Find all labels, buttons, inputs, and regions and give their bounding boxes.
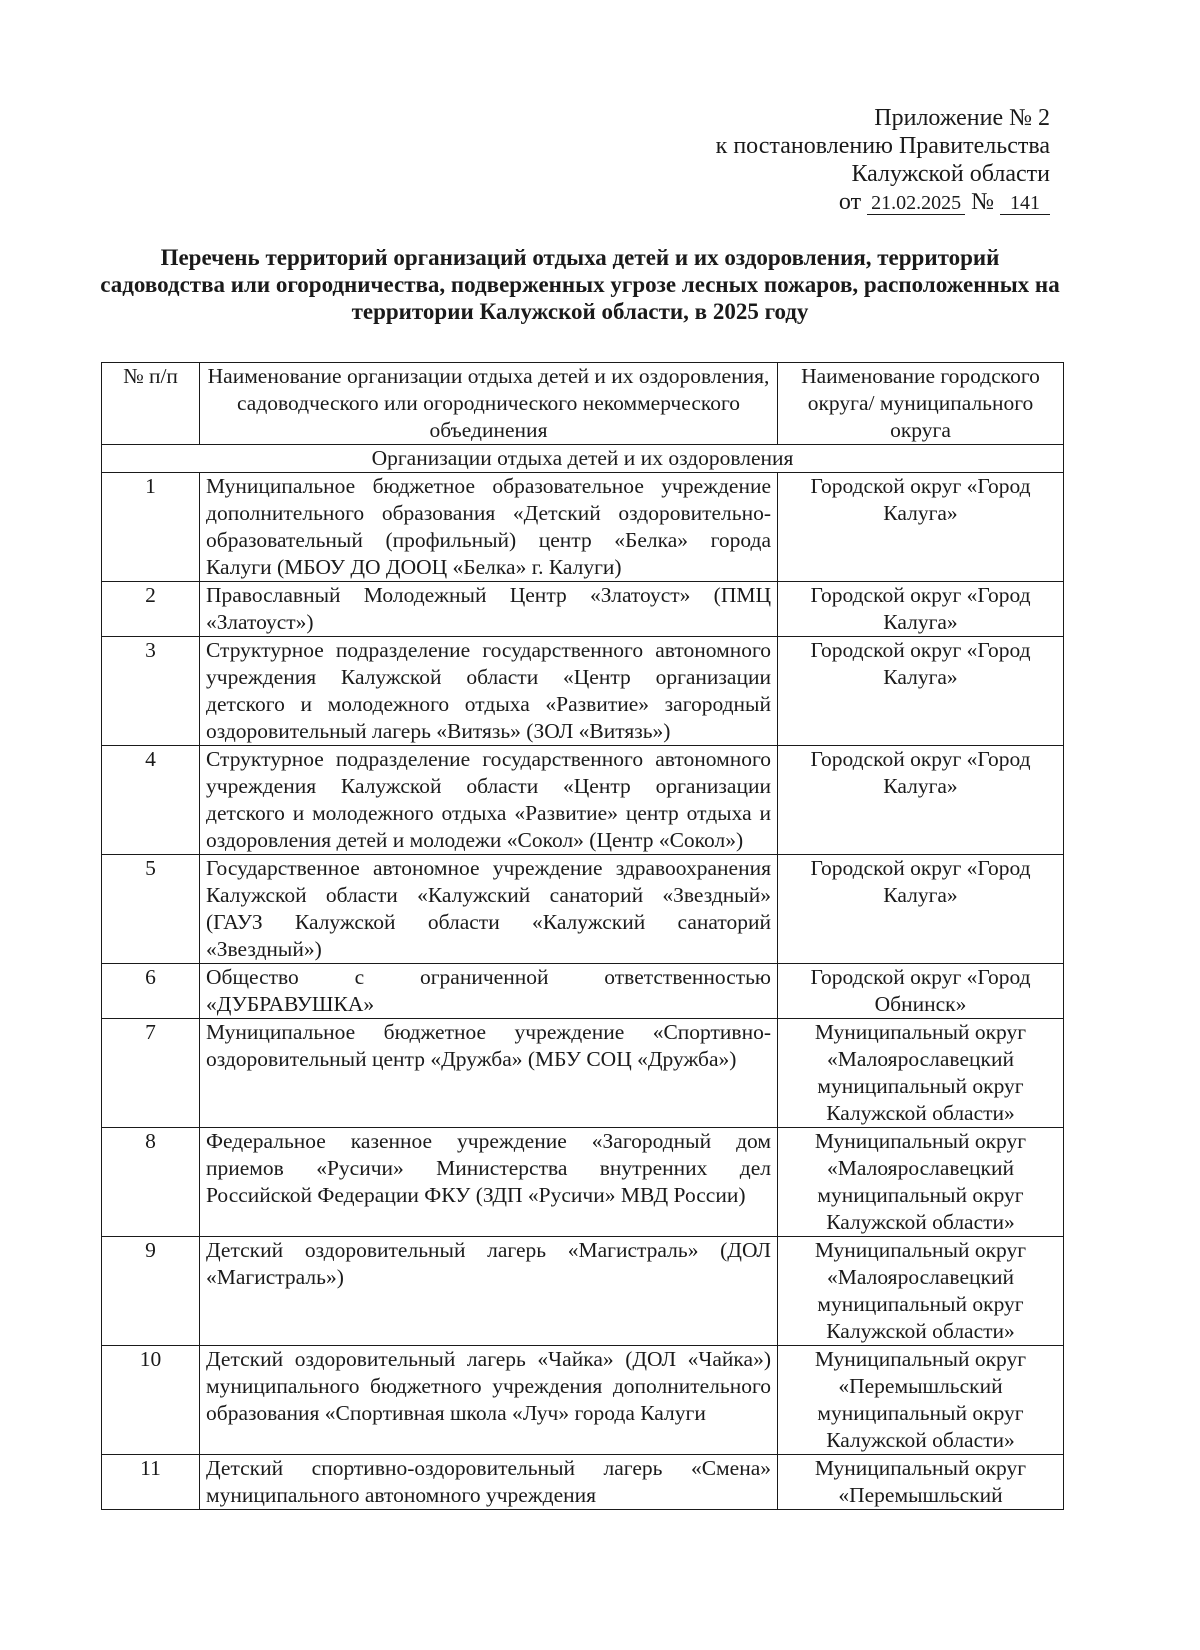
table-row [102, 1455, 1064, 1510]
district-name: Муниципальный округ «Перемышльский муниципальный округ Калужской области» [778, 1346, 1064, 1455]
organization-name: Муниципальное бюджетное учреждение «Спортивно-оздоровительный центр «Дружба» (МБУ СОЦ «Дружба») [200, 1019, 778, 1128]
header-name: Наименование организации отдыха детей и их оздоровления, садоводческого или огороднического некоммерческого объединения [200, 363, 778, 445]
table-body [102, 445, 1064, 1510]
district-name: Городской округ «Город Калуга» [778, 855, 1064, 964]
district-name: Муниципальный округ «Малоярославецкий муниципальный округ Калужской области» [778, 1128, 1064, 1237]
table-row [102, 1128, 1064, 1237]
district-name: Муниципальный округ «Малоярославецкий муниципальный округ Калужской области» [778, 1237, 1064, 1346]
section-row [102, 445, 1064, 473]
table-row [102, 1237, 1064, 1346]
organization-name: Православный Молодежный Центр «Златоуст» (ПМЦ «Златоуст») [200, 582, 778, 637]
number-prefix: № [971, 189, 994, 215]
header-district: Наименование городского округа/ муниципального округа [778, 363, 1064, 445]
row-number: 6 [102, 964, 200, 1019]
document-title: Перечень территорий организаций отдыха детей и их оздоровления, территорий садоводства или огородничества, подверженных угрозе лесных пожаров, расположенных на территории Калужской области, в 2025 году [100, 245, 1060, 324]
district-name: Городской округ «Город Обнинск» [778, 964, 1064, 1019]
row-number: 8 [102, 1128, 200, 1237]
district-name: Муниципальный округ «Перемышльский [778, 1455, 1064, 1510]
table-row [102, 964, 1064, 1019]
header-num: № п/п [102, 363, 200, 445]
row-number: 10 [102, 1346, 200, 1455]
organization-name: Детский спортивно-оздоровительный лагерь «Смена» муниципального автономного учреждения [200, 1455, 778, 1510]
appendix-date-line [716, 188, 1050, 216]
row-number: 7 [102, 1019, 200, 1128]
district-name: Муниципальный округ «Малоярославецкий муниципальный округ Калужской области» [778, 1019, 1064, 1128]
organization-name: Детский оздоровительный лагерь «Магистраль» (ДОЛ «Магистраль») [200, 1237, 778, 1346]
organization-name: Структурное подразделение государственного автономного учреждения Калужской области «Центр организации детского и молодежного отдыха «Развитие» центр отдыха и оздоровления детей и молодежи «Сокол» (Центр «Сокол») [200, 746, 778, 855]
section-title: Организации отдыха детей и их оздоровления [102, 445, 1064, 473]
row-number: 2 [102, 582, 200, 637]
row-number: 1 [102, 473, 200, 582]
row-number: 11 [102, 1455, 200, 1510]
table-row [102, 1346, 1064, 1455]
appendix-header [716, 104, 1050, 216]
district-name: Городской округ «Город Калуга» [778, 582, 1064, 637]
organization-name: Структурное подразделение государственного автономного учреждения Калужской области «Центр организации детского и молодежного отдыха «Развитие» загородный оздоровительный лагерь «Витязь» (ЗОЛ «Витязь») [200, 637, 778, 746]
appendix-resolution: к постановлению Правительства [715, 133, 1050, 159]
table-header-row [102, 363, 1064, 445]
appendix-title: Приложение № 2 [874, 105, 1050, 131]
district-name: Городской округ «Город Калуга» [778, 637, 1064, 746]
appendix-region: Калужской области [851, 161, 1050, 187]
organization-name: Федеральное казенное учреждение «Загородный дом приемов «Русичи» Министерства внутренних дел Российской Федерации ФКУ (ЗДП «Русичи» МВД России) [200, 1128, 778, 1237]
organization-name: Государственное автономное учреждение здравоохранения Калужской области «Калужский санаторий «Звездный» (ГАУЗ Калужской области «Калужский санаторий «Звездный») [200, 855, 778, 964]
resolution-number: 141 [1000, 192, 1050, 215]
table-row [102, 1019, 1064, 1128]
territories-table [101, 362, 1064, 1510]
row-number: 5 [102, 855, 200, 964]
row-number: 4 [102, 746, 200, 855]
organization-name: Детский оздоровительный лагерь «Чайка» (ДОЛ «Чайка») муниципального бюджетного учреждения дополнительного образования «Спортивная школа «Луч» города Калуги [200, 1346, 778, 1455]
table-row [102, 855, 1064, 964]
table-row [102, 473, 1064, 582]
resolution-date: 21.02.2025 [867, 192, 965, 215]
table-row [102, 582, 1064, 637]
organization-name: Муниципальное бюджетное образовательное учреждение дополнительного образования «Детский оздоровительно-образовательный (профильный) центр «Белка» города Калуги (МБОУ ДО ДООЦ «Белка» г. Калуги) [200, 473, 778, 582]
row-number: 3 [102, 637, 200, 746]
table-row [102, 746, 1064, 855]
district-name: Городской округ «Город Калуга» [778, 746, 1064, 855]
row-number: 9 [102, 1237, 200, 1346]
organization-name: Общество с ограниченной ответственностью «ДУБРАВУШКА» [200, 964, 778, 1019]
date-prefix: от [838, 189, 862, 215]
table-row [102, 637, 1064, 746]
district-name: Городской округ «Город Калуга» [778, 473, 1064, 582]
